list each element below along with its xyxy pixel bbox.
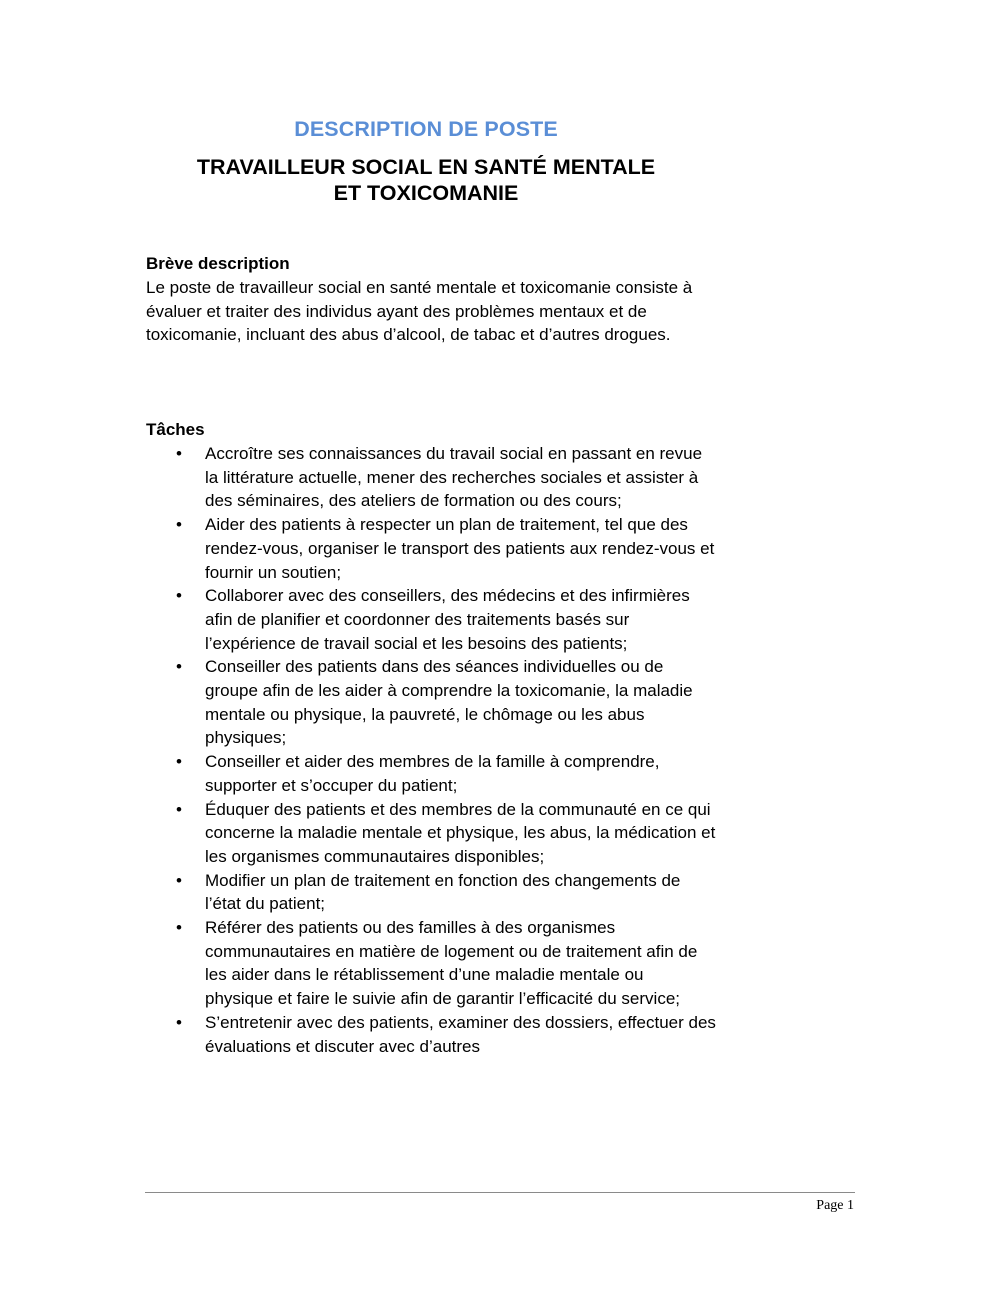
bullet-icon: • <box>176 657 182 677</box>
brief-description-heading: Brève description <box>146 254 290 273</box>
bullet-icon: • <box>176 752 182 772</box>
task-text: Éduquer des patients et des membres de la communauté en ce qui concerne la maladie mentale et physique, les abus, la médication et les organismes communautaires disponibles; <box>205 799 716 866</box>
bullet-icon: • <box>176 870 182 890</box>
task-item <box>146 513 716 584</box>
task-text: Conseiller des patients dans des séances individuelles ou de groupe afin de les aider à comprendre la toxicomanie, la maladie mentale ou physique, la pauvreté, le chômage ou les abus physiques; <box>205 657 693 748</box>
task-text: Accroître ses connaissances du travail social en passant en revue la littérature actuelle, mener des recherches sociales et assister à des séminaires, des ateliers de formation ou des cours; <box>205 444 703 511</box>
bullet-icon: • <box>176 918 182 938</box>
task-text: Collaborer avec des conseillers, des médecins et des infirmières afin de planifier et coordonner des traitements basés sur l’expérience de travail social et les besoins des patients; <box>205 586 690 653</box>
task-item <box>146 869 716 916</box>
bullet-icon: • <box>176 799 182 819</box>
task-text: Référer des patients ou des familles à des organismes communautaires en matière de logement ou de traitement afin de les aider dans le rétablissement d’une maladie mentale ou physique et faire le suivie afin de garantir l’efficacité du service; <box>205 918 698 1009</box>
task-item <box>146 442 716 513</box>
tasks-heading: Tâches <box>146 420 205 439</box>
task-text: Aider des patients à respecter un plan de traitement, tel que des rendez-vous, organiser le transport des patients aux rendez-vous et fournir un soutien; <box>205 515 715 582</box>
tasks-list <box>146 442 716 1058</box>
bullet-icon: • <box>176 444 182 463</box>
job-title-line-2: ET TOXICOMANIE <box>333 181 519 205</box>
task-item <box>146 584 716 655</box>
task-item <box>146 916 716 1011</box>
task-text: S’entretenir avec des patients, examiner des dossiers, effectuer des évaluations et discuter avec d’autres <box>205 1012 716 1056</box>
task-item <box>146 750 716 797</box>
task-text: Conseiller et aider des membres de la famille à comprendre, supporter et s’occuper du patient; <box>205 752 660 795</box>
brief-description-text: Le poste de travailleur social en santé mentale et toxicomanie consiste à évaluer et traiter des individus ayant des problèmes mentaux et de toxicomanie, incluant des abus d’alcool, de tabac et d’autres drogues. <box>146 278 693 345</box>
task-text: Modifier un plan de traitement en fonction des changements de l’état du patient; <box>205 870 681 914</box>
job-title-line-1: TRAVAILLEUR SOCIAL EN SANTÉ MENTALE <box>196 155 656 179</box>
page-number: Page 1 <box>816 1198 854 1213</box>
task-item <box>146 798 716 869</box>
bullet-icon: • <box>176 586 182 606</box>
bullet-icon: • <box>176 1012 182 1032</box>
task-item <box>146 1011 716 1058</box>
task-item <box>146 655 716 750</box>
document-type-label: DESCRIPTION DE POSTE <box>294 117 558 141</box>
footer-divider <box>145 1192 855 1193</box>
job-title <box>0 154 852 206</box>
bullet-icon: • <box>176 515 182 535</box>
